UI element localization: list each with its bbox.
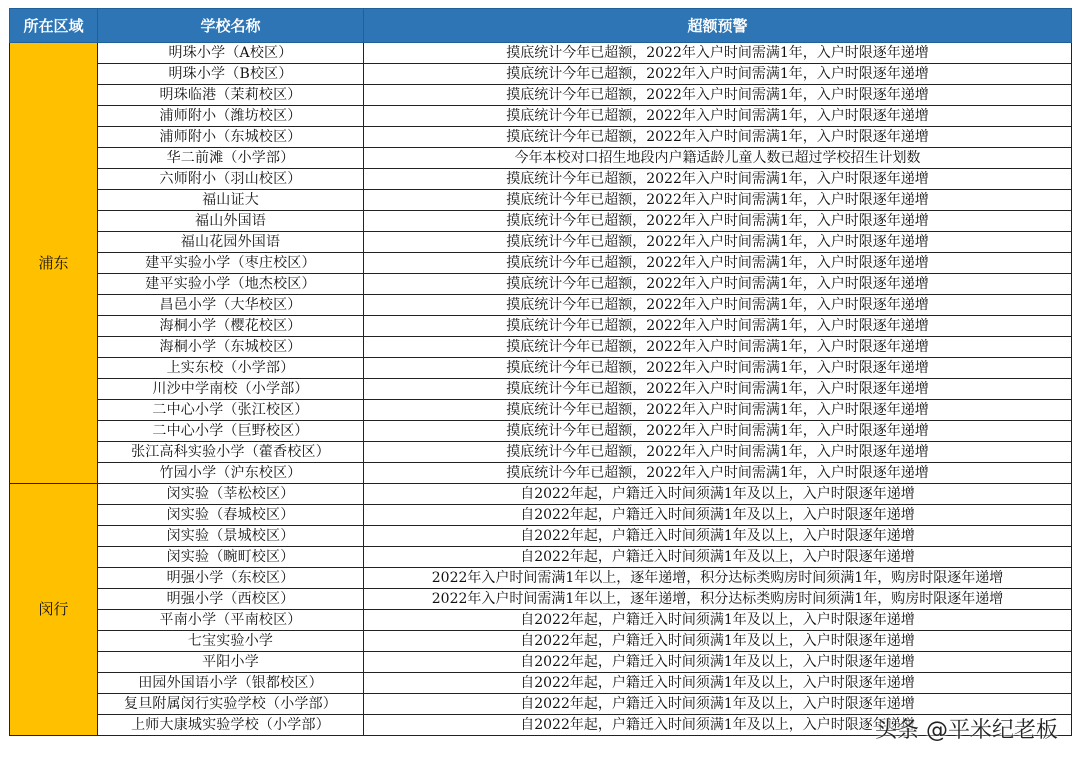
- warning-cell: 摸底统计今年已超额，2022年入户时间需满1年，入户时限逐年递增: [364, 253, 1072, 274]
- warning-cell: 摸底统计今年已超额，2022年入户时间需满1年，入户时限逐年递增: [364, 295, 1072, 316]
- school-cell: 闵实验（春城校区）: [98, 505, 364, 526]
- warning-cell: 摸底统计今年已超额，2022年入户时间需满1年，入户时限逐年递增: [364, 211, 1072, 232]
- header-warning: 超额预警: [364, 9, 1072, 43]
- warning-cell: 今年本校对口招生地段内户籍适龄儿童人数已超过学校招生计划数: [364, 148, 1072, 169]
- warning-cell: 自2022年起，户籍迁入时间须满1年及以上，入户时限逐年递增: [364, 610, 1072, 631]
- table-row: [10, 232, 1072, 253]
- warning-cell: 摸底统计今年已超额，2022年入户时间需满1年，入户时限逐年递增: [364, 169, 1072, 190]
- school-cell: 七宝实验小学: [98, 631, 364, 652]
- region-cell: 闵行: [10, 484, 98, 736]
- school-cell: 浦师附小（东城校区）: [98, 127, 364, 148]
- table-row: [10, 316, 1072, 337]
- table-row: [10, 526, 1072, 547]
- table-row: [10, 484, 1072, 505]
- warning-cell: 摸底统计今年已超额，2022年入户时间需满1年，入户时限逐年递增: [364, 190, 1072, 211]
- warning-cell: 自2022年起，户籍迁入时间须满1年及以上，入户时限逐年递增: [364, 505, 1072, 526]
- school-cell: 明强小学（东校区）: [98, 568, 364, 589]
- school-cell: 竹园小学（沪东校区）: [98, 463, 364, 484]
- table-row: [10, 379, 1072, 400]
- school-cell: 六师附小（羽山校区）: [98, 169, 364, 190]
- table-row: [10, 694, 1072, 715]
- school-cell: 平阳小学: [98, 652, 364, 673]
- table-row: [10, 253, 1072, 274]
- table-body: [10, 43, 1072, 736]
- warning-cell: 自2022年起，户籍迁入时间须满1年及以上，入户时限逐年递增: [364, 484, 1072, 505]
- school-cell: 海桐小学（樱花校区）: [98, 316, 364, 337]
- warning-cell: 摸底统计今年已超额，2022年入户时间需满1年，入户时限逐年递增: [364, 463, 1072, 484]
- table-row: [10, 337, 1072, 358]
- school-cell: 福山证大: [98, 190, 364, 211]
- warning-cell: 摸底统计今年已超额，2022年入户时间需满1年，入户时限逐年递增: [364, 337, 1072, 358]
- warning-cell: 2022年入户时间需满1年以上，逐年递增，积分达标类购房时间须满1年，购房时限逐年递增: [364, 568, 1072, 589]
- warning-cell: 摸底统计今年已超额，2022年入户时间需满1年，入户时限逐年递增: [364, 85, 1072, 106]
- warning-cell: 自2022年起，户籍迁入时间须满1年及以上，入户时限逐年递增: [364, 526, 1072, 547]
- table-row: [10, 358, 1072, 379]
- header-region: 所在区域: [10, 9, 98, 43]
- school-cell: 明珠临港（茉莉校区）: [98, 85, 364, 106]
- table-row: [10, 148, 1072, 169]
- warning-cell: 自2022年起，户籍迁入时间须满1年及以上，入户时限逐年递增: [364, 694, 1072, 715]
- school-cell: 福山外国语: [98, 211, 364, 232]
- table-row: [10, 421, 1072, 442]
- table-row: [10, 589, 1072, 610]
- school-cell: 上实东校（小学部）: [98, 358, 364, 379]
- school-cell: 建平实验小学（枣庄校区）: [98, 253, 364, 274]
- warning-cell: 自2022年起，户籍迁入时间须满1年及以上，入户时限逐年递增: [364, 673, 1072, 694]
- warning-cell: 摸底统计今年已超额，2022年入户时间需满1年，入户时限逐年递增: [364, 43, 1072, 64]
- school-cell: 明强小学（西校区）: [98, 589, 364, 610]
- table-row: [10, 85, 1072, 106]
- school-cell: 明珠小学（B校区）: [98, 64, 364, 85]
- warning-cell: 摸底统计今年已超额，2022年入户时间需满1年，入户时限逐年递增: [364, 379, 1072, 400]
- table-row: [10, 673, 1072, 694]
- table-row: [10, 169, 1072, 190]
- warning-cell: 摸底统计今年已超额，2022年入户时间需满1年，入户时限逐年递增: [364, 442, 1072, 463]
- table-row: [10, 211, 1072, 232]
- school-cell: 川沙中学南校（小学部）: [98, 379, 364, 400]
- school-cell: 昌邑小学（大华校区）: [98, 295, 364, 316]
- table-row: [10, 64, 1072, 85]
- school-cell: 浦师附小（潍坊校区）: [98, 106, 364, 127]
- table-row: [10, 715, 1072, 736]
- table-row: [10, 442, 1072, 463]
- table-row: [10, 505, 1072, 526]
- table-row: [10, 43, 1072, 64]
- warning-cell: 自2022年起，户籍迁入时间须满1年及以上，入户时限逐年递增: [364, 631, 1072, 652]
- warning-cell: 摸底统计今年已超额，2022年入户时间需满1年，入户时限逐年递增: [364, 400, 1072, 421]
- warning-cell: 摸底统计今年已超额，2022年入户时间需满1年，入户时限逐年递增: [364, 232, 1072, 253]
- warning-cell: 摸底统计今年已超额，2022年入户时间需满1年，入户时限逐年递增: [364, 274, 1072, 295]
- warning-cell: 自2022年起，户籍迁入时间须满1年及以上，入户时限逐年递增: [364, 715, 1072, 736]
- table-row: [10, 127, 1072, 148]
- warning-cell: 自2022年起，户籍迁入时间须满1年及以上，入户时限逐年递增: [364, 652, 1072, 673]
- school-warning-table: [9, 8, 1072, 736]
- school-cell: 上师大康城实验学校（小学部）: [98, 715, 364, 736]
- table-row: [10, 295, 1072, 316]
- table-row: [10, 610, 1072, 631]
- school-cell: 闵实验（畹町校区）: [98, 547, 364, 568]
- school-cell: 复旦附属闵行实验学校（小学部）: [98, 694, 364, 715]
- school-cell: 海桐小学（东城校区）: [98, 337, 364, 358]
- region-cell: 浦东: [10, 43, 98, 484]
- school-cell: 田园外国语小学（银都校区）: [98, 673, 364, 694]
- warning-cell: 自2022年起，户籍迁入时间须满1年及以上，入户时限逐年递增: [364, 547, 1072, 568]
- warning-cell: 摸底统计今年已超额，2022年入户时间需满1年，入户时限逐年递增: [364, 64, 1072, 85]
- school-cell: 闵实验（莘松校区）: [98, 484, 364, 505]
- table-row: [10, 568, 1072, 589]
- school-cell: 闵实验（景城校区）: [98, 526, 364, 547]
- school-cell: 平南小学（平南校区）: [98, 610, 364, 631]
- school-cell: 二中心小学（巨野校区）: [98, 421, 364, 442]
- warning-cell: 摸底统计今年已超额，2022年入户时间需满1年，入户时限逐年递增: [364, 358, 1072, 379]
- watermark-signature: 头条 @平米纪老板: [875, 718, 1058, 743]
- warning-cell: 摸底统计今年已超额，2022年入户时间需满1年，入户时限逐年递增: [364, 106, 1072, 127]
- warning-cell: 摸底统计今年已超额，2022年入户时间需满1年，入户时限逐年递增: [364, 421, 1072, 442]
- table-container: [9, 8, 1071, 736]
- table-row: [10, 190, 1072, 211]
- school-cell: 明珠小学（A校区）: [98, 43, 364, 64]
- warning-cell: 2022年入户时间需满1年以上，逐年递增，积分达标类购房时间须满1年，购房时限逐年递增: [364, 589, 1072, 610]
- header-school: 学校名称: [98, 9, 364, 43]
- school-cell: 二中心小学（张江校区）: [98, 400, 364, 421]
- school-cell: 张江高科实验小学（藿香校区）: [98, 442, 364, 463]
- table-row: [10, 547, 1072, 568]
- warning-cell: 摸底统计今年已超额，2022年入户时间需满1年，入户时限逐年递增: [364, 127, 1072, 148]
- header-row: [10, 9, 1072, 43]
- table-row: [10, 400, 1072, 421]
- school-cell: 华二前滩（小学部）: [98, 148, 364, 169]
- table-row: [10, 463, 1072, 484]
- table-row: [10, 631, 1072, 652]
- table-row: [10, 652, 1072, 673]
- warning-cell: 摸底统计今年已超额，2022年入户时间需满1年，入户时限逐年递增: [364, 316, 1072, 337]
- school-cell: 建平实验小学（地杰校区）: [98, 274, 364, 295]
- table-row: [10, 274, 1072, 295]
- school-cell: 福山花园外国语: [98, 232, 364, 253]
- table-row: [10, 106, 1072, 127]
